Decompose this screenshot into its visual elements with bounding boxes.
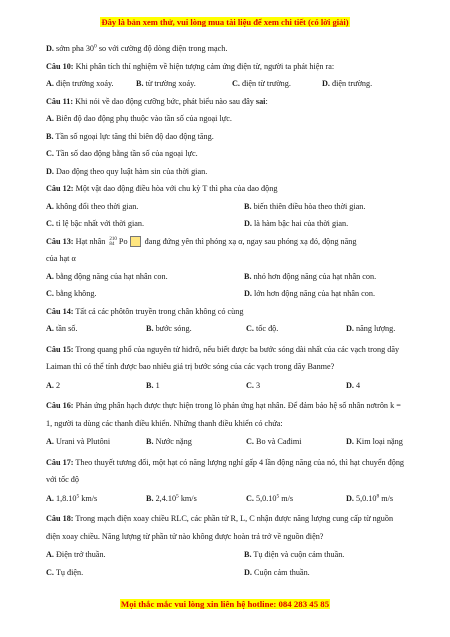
hotline-footer bbox=[0, 599, 450, 609]
option-label: B. bbox=[244, 550, 252, 559]
question-text: Một vật dao động điều hòa với chu kỳ T thì pha của dao động bbox=[73, 184, 278, 193]
emphasis-text: sai bbox=[255, 96, 266, 106]
option-label: C. bbox=[232, 79, 240, 88]
option-b bbox=[244, 201, 365, 213]
option-a bbox=[46, 323, 146, 335]
option-c bbox=[232, 78, 322, 90]
option-label: B. bbox=[146, 493, 154, 503]
option-label: A. bbox=[46, 437, 54, 446]
option-c bbox=[246, 323, 346, 335]
option-a bbox=[46, 380, 146, 392]
question-number: Câu 10: bbox=[46, 61, 74, 71]
option-text: Nước nặng bbox=[153, 437, 192, 446]
option-b bbox=[146, 436, 246, 448]
option-a bbox=[46, 549, 244, 561]
option-text: tần số. bbox=[53, 324, 78, 333]
question-number: Câu 16: bbox=[46, 401, 74, 410]
option-text: năng lượng. bbox=[353, 324, 396, 333]
question-text: Trong mạch điện xoay chiều RLC, các phần tử R, L, C nhận được năng lượng cung cấp từ nguồn điện xoay chiều. Năng lượng từ phần tử nào không được hoàn trả trở về nguồn điện? bbox=[46, 514, 394, 541]
option-text: tỉ lệ bậc nhất với thời gian. bbox=[53, 219, 145, 228]
option-text: 5,0.10 bbox=[353, 493, 377, 503]
q13-options-cd bbox=[46, 288, 406, 300]
option-label: A. bbox=[46, 324, 54, 333]
question-number: Câu 14: bbox=[46, 306, 74, 316]
q13-options-ab bbox=[46, 271, 406, 283]
q11-option-c bbox=[46, 148, 406, 160]
option-label: C. bbox=[246, 437, 254, 446]
option-text: Urani và Plutôni bbox=[53, 437, 111, 446]
option-b bbox=[146, 323, 246, 335]
superscript: 5 bbox=[176, 492, 179, 499]
option-label: A. bbox=[46, 380, 54, 390]
option-label: C. bbox=[46, 567, 54, 577]
question-18 bbox=[46, 510, 406, 545]
option-a bbox=[46, 493, 146, 505]
option-label: D. bbox=[46, 166, 54, 176]
option-text: Cuộn cảm thuần. bbox=[251, 567, 310, 577]
option-c bbox=[46, 567, 244, 579]
option-d bbox=[322, 78, 402, 90]
option-text: 1 bbox=[153, 380, 160, 390]
preview-notice-banner bbox=[0, 17, 450, 27]
question-text: của hạt α bbox=[46, 254, 76, 263]
option-text: m/s bbox=[379, 493, 394, 503]
option-text: từ trường xoáy. bbox=[143, 79, 196, 88]
option-text: Tần số dao động bằng tần số của ngoại lực. bbox=[53, 149, 198, 158]
option-text: m/s bbox=[279, 493, 294, 503]
option-label: A. bbox=[46, 114, 54, 123]
question-text: Phản ứng phân hạch được thực hiện trong lò phản ứng hạt nhân. Để đảm bảo hệ số nhân nơtrôn k = 1, người ta dùng các thanh điều khiển. Những thanh điều khiển có chứa: bbox=[46, 401, 401, 428]
option-label: B. bbox=[146, 380, 154, 390]
option-b bbox=[146, 380, 246, 392]
superscript: 8 bbox=[376, 492, 380, 499]
q10-options bbox=[46, 78, 406, 90]
option-text: nhỏ hơn động năng của hạt nhân con. bbox=[251, 271, 377, 281]
option-text: so với cường độ dòng điện trong mạch. bbox=[96, 44, 228, 53]
option-c bbox=[246, 380, 346, 392]
option-a bbox=[46, 271, 244, 283]
option-label: D. bbox=[346, 493, 354, 503]
question-16 bbox=[46, 397, 406, 432]
option-text: Biên độ dao động phụ thuộc vào tần số của ngoại lực. bbox=[53, 114, 232, 123]
q18-options-cd bbox=[46, 567, 406, 579]
option-text: tốc độ. bbox=[253, 324, 279, 333]
option-label: A. bbox=[46, 79, 54, 88]
question-number: Câu 15: bbox=[46, 344, 74, 354]
q11-option-d bbox=[46, 166, 406, 178]
option-d bbox=[346, 493, 406, 505]
option-label: C. bbox=[246, 324, 254, 333]
option-d bbox=[346, 436, 406, 448]
question-10 bbox=[46, 61, 406, 73]
option-b bbox=[244, 549, 344, 561]
option-label: B. bbox=[136, 79, 144, 88]
nuclide-notation bbox=[109, 237, 117, 247]
option-label: C. bbox=[46, 149, 54, 158]
question-number: Câu 17: bbox=[46, 457, 74, 467]
option-c bbox=[46, 218, 244, 230]
question-14 bbox=[46, 306, 406, 318]
option-text: Kim loại nặng bbox=[353, 437, 403, 446]
option-d bbox=[244, 288, 375, 300]
question-13 bbox=[46, 236, 406, 248]
option-text: km/s bbox=[79, 493, 98, 503]
option-text: 2,4.10 bbox=[153, 493, 177, 503]
q12-options-ab bbox=[46, 201, 406, 213]
question-13-continued bbox=[46, 253, 406, 265]
document-body bbox=[46, 43, 406, 584]
option-label: A. bbox=[46, 271, 54, 281]
question-number: Câu 11: bbox=[46, 96, 74, 106]
q9-option-d bbox=[46, 43, 406, 55]
question-text: : bbox=[265, 96, 268, 106]
question-text: Theo thuyết tương đối, một hạt có năng lượng nghỉ gấp 4 lần động năng của nó, thì hạt chuyển động với tốc độ bbox=[46, 457, 405, 484]
option-label: C. bbox=[46, 289, 54, 298]
option-a bbox=[46, 78, 136, 90]
option-text: điện từ trường. bbox=[239, 79, 291, 88]
option-text: 5,0.10 bbox=[253, 493, 277, 503]
option-text: bằng động năng của hạt nhân con. bbox=[53, 271, 168, 281]
option-label: D. bbox=[46, 44, 54, 53]
q11-option-b bbox=[46, 131, 406, 143]
option-label: A. bbox=[46, 201, 54, 211]
question-number: Câu 12: bbox=[46, 184, 74, 193]
question-text: Khi nói về dao động cưỡng bức, phát biểu nào sau đây bbox=[73, 96, 256, 106]
superscript: 5 bbox=[76, 492, 80, 499]
option-text: điện trường xoáy. bbox=[53, 79, 114, 88]
option-label: A. bbox=[46, 493, 54, 503]
mass-number: 210 bbox=[109, 236, 117, 242]
question-text: Tất cả các phôtôn truyền trong chân không có cùng bbox=[73, 306, 244, 316]
option-label: D. bbox=[244, 219, 252, 228]
question-text: Trong quang phổ của nguyên tử hiđrô, nếu biết được ba bước sóng dài nhất của các vạch trong dãy Laiman thì có thể tính được bao nhiêu giá trị bước sóng của các vạch trong dãy Banme? bbox=[46, 344, 400, 371]
option-text: 4 bbox=[353, 380, 361, 390]
option-text: Dao động theo quy luật hàm sin của thời gian. bbox=[53, 166, 208, 176]
option-text: Điện trở thuần. bbox=[53, 550, 106, 559]
option-label: D. bbox=[346, 437, 354, 446]
option-label: D. bbox=[244, 567, 252, 577]
question-number: Câu 18: bbox=[46, 514, 74, 523]
option-text: 3 bbox=[253, 380, 261, 390]
question-15 bbox=[46, 341, 406, 376]
option-text: 2 bbox=[53, 380, 61, 390]
option-label: A. bbox=[46, 550, 54, 559]
q12-options-cd bbox=[46, 218, 406, 230]
option-text: Tụ điện. bbox=[53, 567, 84, 577]
q16-options bbox=[46, 436, 406, 448]
option-text: không đổi theo thời gian. bbox=[53, 201, 139, 211]
option-label: B. bbox=[244, 271, 252, 281]
option-text: Tần số ngoại lực tăng thì biên độ dao động tăng. bbox=[53, 131, 214, 141]
option-label: B. bbox=[146, 324, 154, 333]
option-label: C. bbox=[246, 493, 254, 503]
option-d bbox=[346, 380, 406, 392]
option-text: lớn hơn động năng của hạt nhân con. bbox=[251, 289, 375, 298]
question-text: Hạt nhân bbox=[73, 236, 108, 246]
option-d bbox=[346, 323, 406, 335]
question-text: đang đứng yên thì phóng xạ α, ngay sau phóng xạ đó, động năng bbox=[142, 236, 357, 246]
q14-options bbox=[46, 323, 406, 335]
option-text: sớm pha 30 bbox=[53, 44, 95, 53]
question-12 bbox=[46, 183, 406, 195]
option-b bbox=[146, 493, 246, 505]
option-label: B. bbox=[46, 131, 54, 141]
question-11 bbox=[46, 96, 406, 108]
option-text: là hàm bậc hai của thời gian. bbox=[251, 219, 349, 228]
q11-option-a bbox=[46, 113, 406, 125]
atomic-number: 84 bbox=[109, 241, 115, 247]
question-17 bbox=[46, 454, 406, 489]
option-c bbox=[246, 436, 346, 448]
option-text: Tụ điện và cuộn cảm thuần. bbox=[251, 550, 345, 559]
superscript: 0 bbox=[94, 43, 97, 50]
question-text: Khi phân tích thí nghiệm về hiện tượng cảm ứng điện từ, người ta phát hiện ra: bbox=[73, 61, 335, 71]
option-text: Bo và Cađimi bbox=[253, 437, 302, 446]
option-label: C. bbox=[246, 380, 254, 390]
option-label: D. bbox=[322, 79, 330, 88]
option-b bbox=[244, 271, 376, 283]
hotline-text: Mọi thắc mắc vui lòng xin liên hệ hotline: 084 283 45 85 bbox=[120, 599, 330, 609]
option-c bbox=[46, 288, 244, 300]
option-text: bằng không. bbox=[53, 289, 97, 298]
option-label: B. bbox=[244, 201, 252, 211]
option-text: 1,8.10 bbox=[53, 493, 77, 503]
question-number: Câu 13: bbox=[46, 236, 74, 246]
q15-options bbox=[46, 380, 406, 392]
option-label: B. bbox=[146, 437, 154, 446]
option-label: D. bbox=[346, 324, 354, 333]
option-a bbox=[46, 436, 146, 448]
option-text: biến thiên điều hòa theo thời gian. bbox=[251, 201, 366, 211]
option-text: điện trường. bbox=[329, 79, 373, 88]
preview-notice-text: Đây là bản xem thử, vui lòng mua tài liệu để xem chi tiết (có lời giải) bbox=[101, 17, 349, 27]
option-text: km/s bbox=[178, 493, 197, 503]
q18-options-ab bbox=[46, 549, 406, 561]
element-symbol: Po bbox=[118, 236, 128, 246]
option-c bbox=[246, 493, 346, 505]
option-label: D. bbox=[244, 289, 252, 298]
embedded-image-icon bbox=[130, 236, 141, 247]
option-a bbox=[46, 201, 244, 213]
option-label: D. bbox=[346, 380, 354, 390]
option-label: C. bbox=[46, 219, 54, 228]
superscript: 5 bbox=[276, 492, 280, 499]
q17-options bbox=[46, 493, 406, 505]
option-text: bước sóng. bbox=[153, 324, 192, 333]
option-d bbox=[244, 567, 310, 579]
option-d bbox=[244, 218, 348, 230]
option-b bbox=[136, 78, 232, 90]
